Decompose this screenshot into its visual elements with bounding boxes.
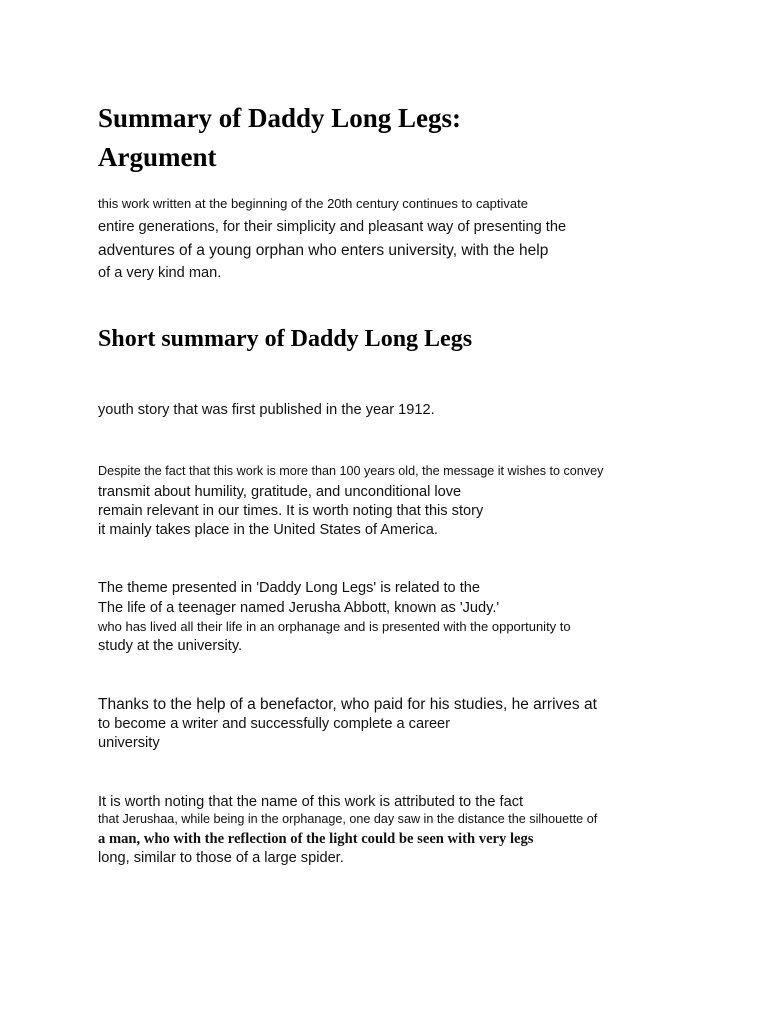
para2-line-4: it mainly takes place in the United States of America. bbox=[98, 522, 438, 538]
intro-line-1: this work written at the beginning of the 20th century continues to captivate bbox=[98, 196, 528, 211]
para2-line-2: transmit about humility, gratitude, and unconditional love bbox=[98, 484, 462, 500]
document-title-line-2: Argument bbox=[98, 142, 217, 172]
intro-line-3: adventures of a young orphan who enters university, with the help bbox=[98, 242, 549, 259]
section-heading: Short summary of Daddy Long Legs bbox=[98, 326, 473, 352]
para2-line-1: Despite the fact that this work is more than 100 years old, the message it wishes to convey bbox=[98, 464, 604, 478]
para4-line-2: to become a writer and successfully complete a career bbox=[98, 716, 451, 732]
para5-line-4: long, similar to those of a large spider. bbox=[98, 850, 344, 866]
document-title-line-1: Summary of Daddy Long Legs: bbox=[98, 103, 462, 133]
para5-line-2: that Jerushaa, while being in the orphanage, one day saw in the distance the silhouette of bbox=[98, 812, 598, 826]
para4-line-3: university bbox=[98, 735, 160, 751]
para5-line-1: It is worth noting that the name of this work is attributed to the fact bbox=[98, 794, 524, 810]
para3-line-3: who has lived all their life in an orphanage and is presented with the opportunity to bbox=[98, 619, 571, 634]
para1-line-1: youth story that was first published in the year 1912. bbox=[98, 402, 435, 418]
para3-line-1: The theme presented in 'Daddy Long Legs' is related to the bbox=[98, 580, 481, 596]
para4-line-1: Thanks to the help of a benefactor, who paid for his studies, he arrives at bbox=[98, 696, 597, 713]
para3-line-2: The life of a teenager named Jerusha Abbott, known as 'Judy.' bbox=[98, 600, 500, 616]
para3-line-4: study at the university. bbox=[98, 638, 243, 654]
para5-line-3: a man, who with the reflection of the light could be seen with very legs bbox=[98, 831, 534, 847]
intro-line-2: entire generations, for their simplicity and pleasant way of presenting the bbox=[98, 219, 567, 235]
para2-line-3: remain relevant in our times. It is worth noting that this story bbox=[98, 503, 484, 519]
intro-line-4: of a very kind man. bbox=[98, 265, 222, 281]
